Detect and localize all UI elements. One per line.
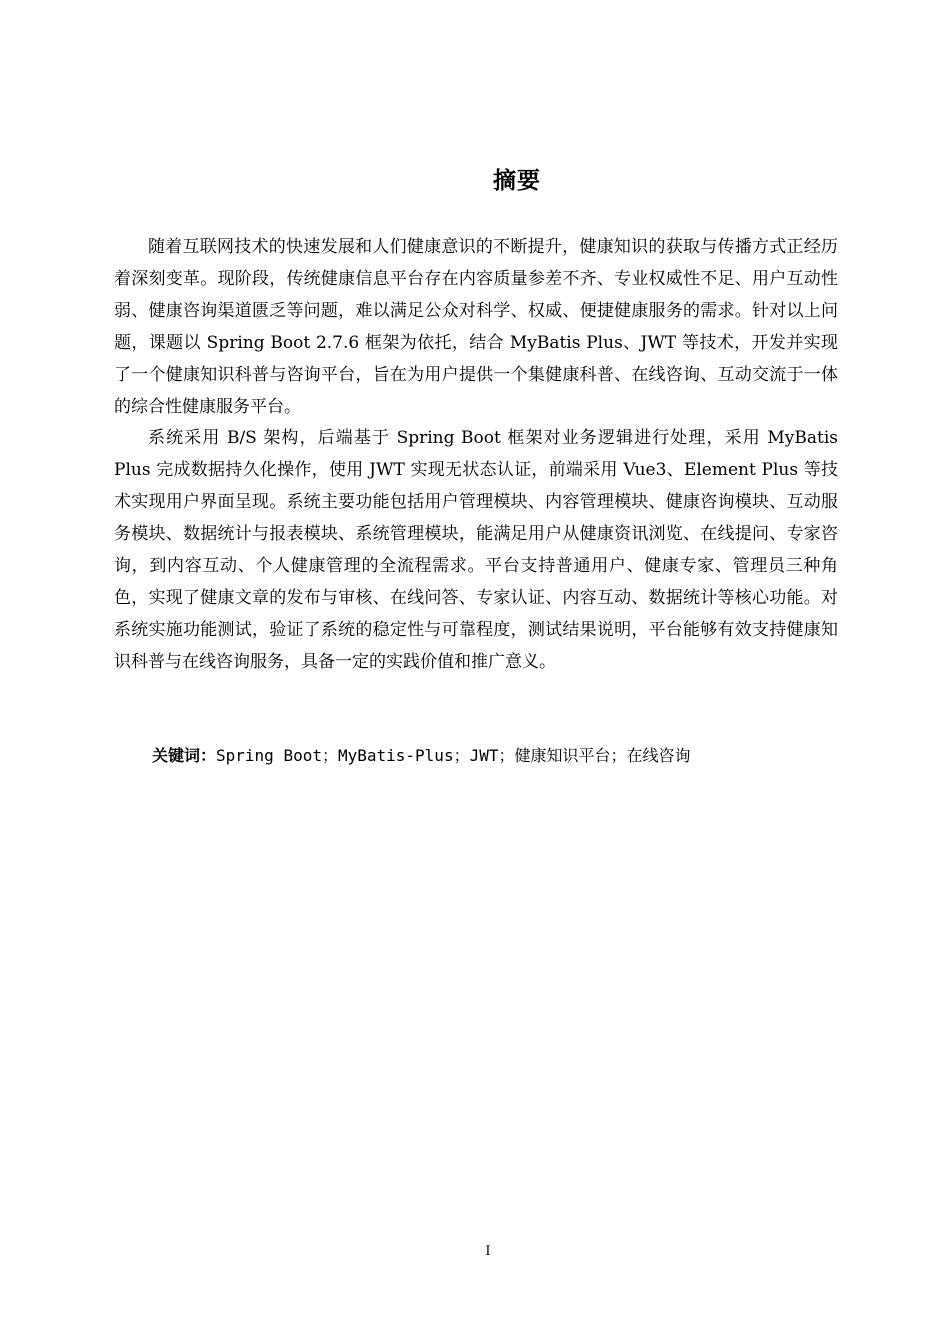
keywords-line xyxy=(152,742,690,770)
keywords-label: 关键词： xyxy=(152,746,217,765)
abstract-paragraph-2: 系统采用 B/S 架构，后端基于 Spring Boot 框架对业务逻辑进行处理，采用 MyBatis Plus 完成数据持久化操作，使用 JWT 实现无状态认证，前端采用 Vue3、Element Plus 等技术实现用户界面呈现。系统主要功能包括用户管理模块、内容管理模块、健康咨询模块、互动服务模块、数据统计与报表模块、系统管理模块，能满足用户从健康资讯浏览、在线提问、专家咨询，到内容互动、个人健康管理的全流程需求。平台支持普通用户、健康专家、管理员三种角色，实现了健康文章的发布与审核、在线问答、专家认证、内容互动、数据统计等核心功能。对系统实施功能测试，验证了系统的稳定性与可靠程度，测试结果说明，平台能够有效支持健康知识科普与在线咨询服务，具备一定的实践价值和推广意义。 xyxy=(114,428,838,672)
keywords-value: Spring Boot；MyBatis-Plus；JWT；健康知识平台；在线咨询 xyxy=(216,746,691,765)
abstract-body xyxy=(114,232,838,679)
abstract-title: 摘要 xyxy=(493,168,541,194)
abstract-paragraph-1: 随着互联网技术的快速发展和人们健康意识的不断提升，健康知识的获取与传播方式正经历着深刻变革。现阶段，传统健康信息平台存在内容质量参差不齐、专业权威性不足、用户互动性弱、健康咨询渠道匮乏等问题，难以满足公众对科学、权威、便捷健康服务的需求。针对以上问题，课题以 Spring Boot 2.7.6 框架为依托，结合 MyBatis Plus、JWT 等技术，开发并实现了一个健康知识科普与咨询平台，旨在为用户提供一个集健康科普、在线咨询、互动交流于一体的综合性健康服务平台。 xyxy=(114,237,838,417)
page-number: I xyxy=(485,1244,491,1259)
